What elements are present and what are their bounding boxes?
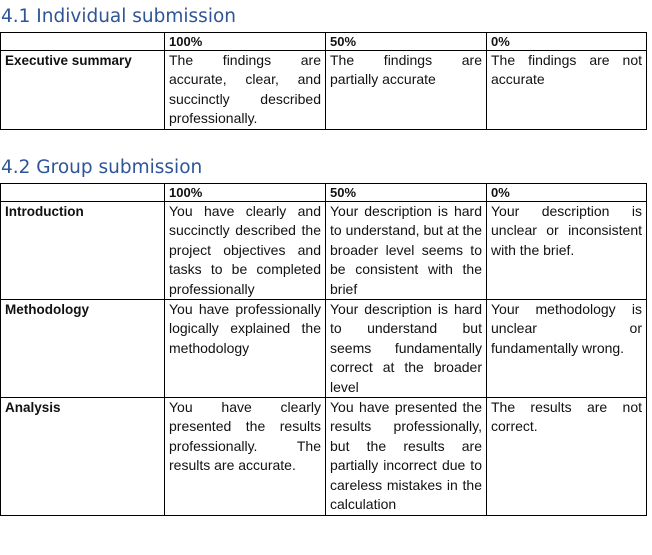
cell-0: Your methodology is unclear or fundamentally wrong. xyxy=(487,300,647,398)
section-heading-group-submission: 4.2 Group submission xyxy=(1,157,203,178)
row-label: Analysis xyxy=(1,398,165,515)
header-cell-criterion xyxy=(1,184,165,202)
cell-100: You have professionally logically explained the methodology xyxy=(165,300,326,398)
cell-50: Your description is hard to understand, but at the broader level seems to be consistent with the brief xyxy=(326,202,487,300)
section-heading-individual-submission: 4.1 Individual submission xyxy=(1,6,237,27)
cell-100: The findings are accurate, clear, and succinctly described professionally. xyxy=(165,51,326,130)
header-cell-0: 0% xyxy=(487,33,647,51)
cell-50: You have presented the results professionally, but the results are partially incorrect due to careless mistakes in the calculation xyxy=(326,398,487,515)
header-cell-0: 0% xyxy=(487,184,647,202)
table-row-executive-summary xyxy=(1,51,647,130)
row-label: Executive summary xyxy=(1,51,165,130)
cell-100: You have clearly presented the results professionally. The results are accurate. xyxy=(165,398,326,515)
row-label: Methodology xyxy=(1,300,165,398)
cell-50: Your description is hard to understand but seems fundamentally correct at the broader level xyxy=(326,300,487,398)
table-header-row xyxy=(1,33,647,51)
cell-50: The findings are partially accurate xyxy=(326,51,487,130)
table-row-analysis xyxy=(1,398,647,515)
header-cell-100: 100% xyxy=(165,33,326,51)
table-header-row xyxy=(1,184,647,202)
header-cell-100: 100% xyxy=(165,184,326,202)
cell-0: The findings are not accurate xyxy=(487,51,647,130)
individual-submission-rubric-table xyxy=(0,32,647,130)
table-row-methodology xyxy=(1,300,647,398)
cell-0: The results are not correct. xyxy=(487,398,647,515)
cell-100: You have clearly and succinctly described the project objectives and tasks to be completed professionally xyxy=(165,202,326,300)
header-cell-50: 50% xyxy=(326,33,487,51)
cell-0: Your description is unclear or inconsistent with the brief. xyxy=(487,202,647,300)
group-submission-rubric-table xyxy=(0,183,647,516)
header-cell-50: 50% xyxy=(326,184,487,202)
header-cell-criterion xyxy=(1,33,165,51)
table-row-introduction xyxy=(1,202,647,300)
row-label: Introduction xyxy=(1,202,165,300)
